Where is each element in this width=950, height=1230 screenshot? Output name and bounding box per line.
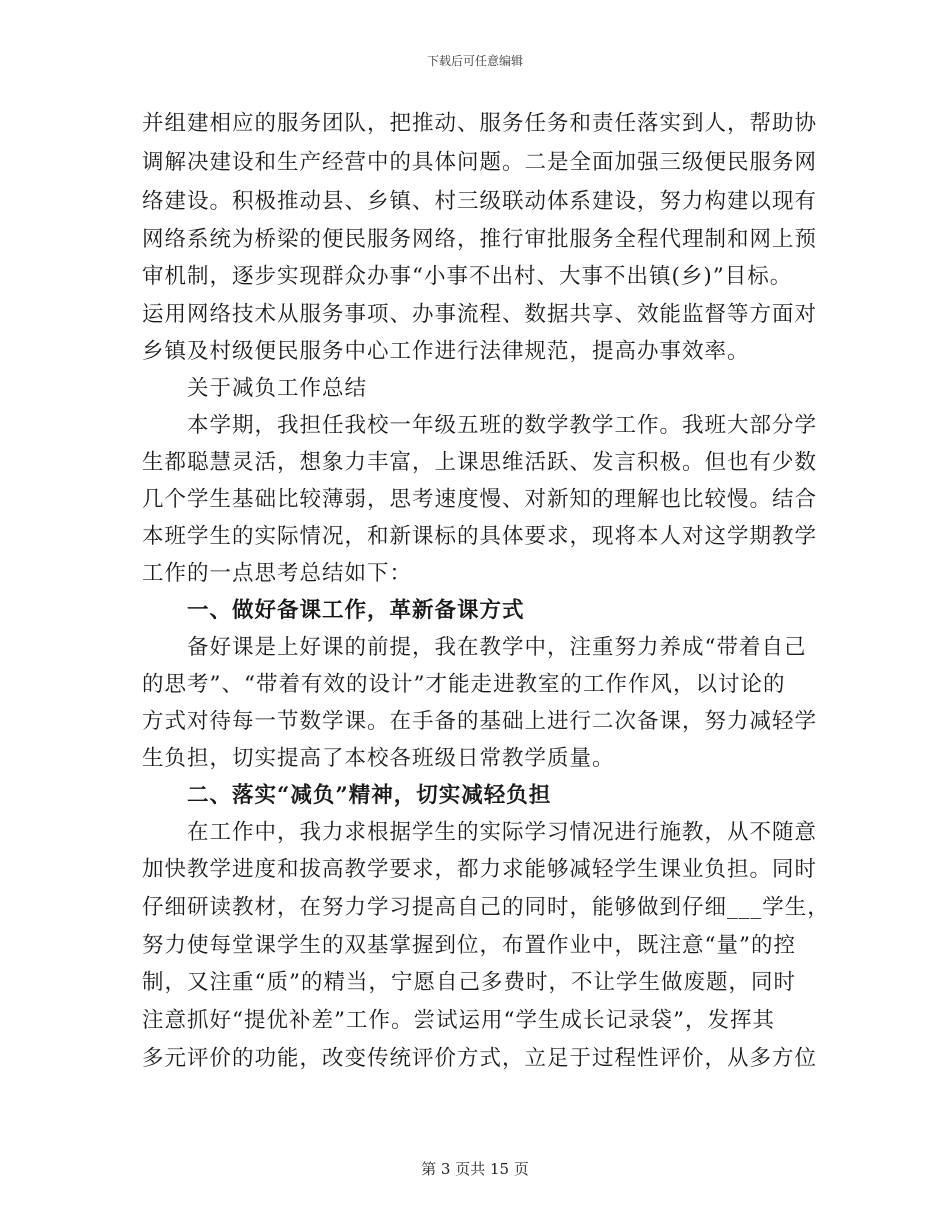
section-title: 关于减负工作总结: [187, 376, 368, 401]
body-line: 的思考”、“带着有效的设计”才能走进教室的工作作风，以讨论的: [142, 672, 786, 697]
body-line: 生负担，切实提高了本校各班级日常教学质量。: [142, 746, 615, 771]
body-line: 努力使每堂课学生的双基掌握到位，布置作业中，既注意“量”的控: [142, 933, 796, 958]
body-line: 并组建相应的服务团队，把推动、服务任务和责任落实到人，帮助协: [142, 111, 818, 136]
body-line: 仔细研读教材，在努力学习提高自己的同时，能够做到仔细___学生，: [142, 895, 830, 920]
paragraph-first-line: 备好课是上好课的前提，我在教学中，注重努力养成“带着自己: [187, 635, 807, 660]
body-line: 网络系统为桥梁的便民服务网络，推行审批服务全程代理制和网上预: [142, 227, 818, 252]
body-line: 调解决建设和生产经营中的具体问题。二是全面加强三级便民服务网: [142, 150, 818, 175]
body-line: 运用网络技术从服务事项、办事流程、数据共享、效能监督等方面对: [142, 302, 818, 327]
body-line: 方式对待每一节数学课。在手备的基础上进行二次备课，努力减轻学: [142, 709, 818, 734]
paragraph-first-line: 本学期，我担任我校一年级五班的数学教学工作。我班大部分学: [187, 413, 818, 438]
body-line: 工作的一点思考总结如下：: [142, 561, 413, 586]
page-header: 下载后可任意编辑: [426, 54, 523, 68]
page-footer: 第 3 页共 15 页: [421, 1160, 529, 1178]
body-line: 加快教学进度和拔高教学要求，都力求能够减轻学生课业负担。同时: [142, 857, 818, 882]
section-heading: 一、做好备课工作，革新备课方式: [187, 598, 525, 623]
body-line: 生都聪慧灵活，想象力丰富，上课思维活跃、发言积极。但也有少数: [142, 450, 818, 475]
section-heading: 二、落实“减负”精神，切实减轻负担: [187, 783, 552, 808]
body-line: 注意抓好“提优补差”工作。尝试运用“学生成长记录袋”，发挥其: [142, 1008, 775, 1033]
body-line: 多元评价的功能，改变传统评价方式，立足于过程性评价，从多方位: [142, 1046, 818, 1071]
body-line: 审机制，逐步实现群众办事“小事不出村、大事不出镇(乡)”目标。: [142, 264, 793, 289]
body-line: 乡镇及村级便民服务中心工作进行法律规范，提高办事效率。: [142, 339, 750, 364]
body-line: 制，又注重“质”的精当，宁愿自己多费时，不让学生做废题，同时: [142, 970, 796, 995]
body-line: 络建设。积极推动县、乡镇、村三级联动体系建设，努力构建以现有: [142, 189, 818, 214]
body-line: 本班学生的实际情况，和新课标的具体要求，现将本人对这学期教学: [142, 524, 818, 549]
paragraph-first-line: 在工作中，我力求根据学生的实际学习情况进行施教，从不随意: [187, 820, 818, 845]
body-line: 几个学生基础比较薄弱，思考速度慢、对新知的理解也比较慢。结合: [142, 487, 818, 512]
